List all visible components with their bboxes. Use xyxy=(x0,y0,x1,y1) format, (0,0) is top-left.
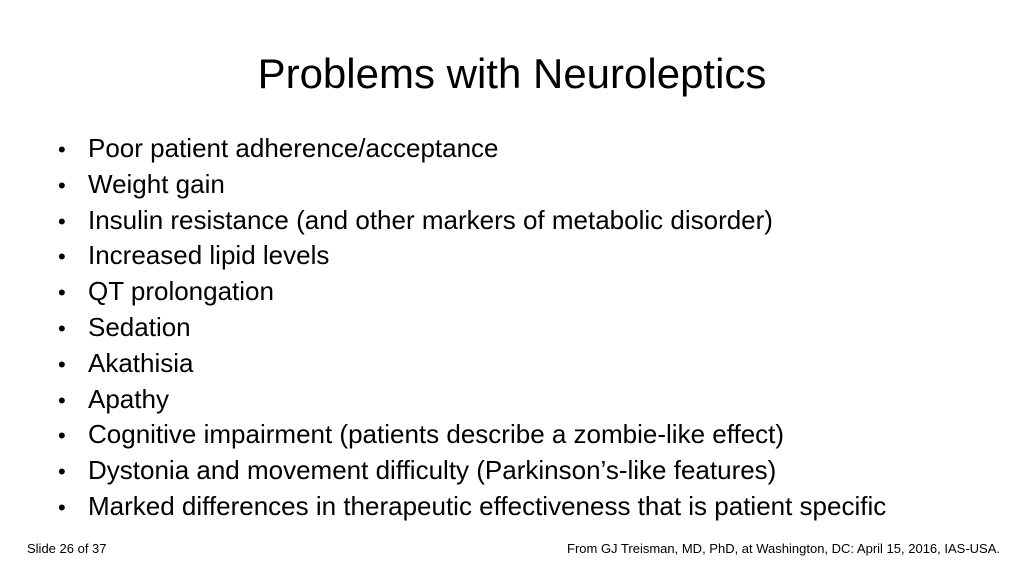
bullet-item xyxy=(58,203,998,239)
bullet-text: Akathisia xyxy=(88,347,194,378)
bullet-icon: • xyxy=(58,387,66,413)
bullet-text: Dystonia and movement difficulty (Parkinson’s-like features) xyxy=(88,455,777,486)
bullet-icon: • xyxy=(58,172,66,198)
bullet-item xyxy=(58,167,998,203)
bullet-item xyxy=(58,346,998,382)
bullet-icon: • xyxy=(58,315,66,341)
bullet-item xyxy=(58,382,998,418)
bullet-item xyxy=(58,310,998,346)
bullet-icon: • xyxy=(58,351,66,377)
slide-title: Problems with Neuroleptics xyxy=(257,50,767,97)
bullet-icon: • xyxy=(58,208,66,234)
bullet-text: Apathy xyxy=(88,383,169,414)
bullet-icon: • xyxy=(58,280,66,306)
bullet-item xyxy=(58,417,998,453)
source-citation: From GJ Treisman, MD, PhD, at Washington, DC: April 15, 2016, IAS-USA. xyxy=(567,541,1000,556)
bullet-icon: • xyxy=(58,244,66,270)
bullet-item xyxy=(58,489,998,525)
bullet-icon: • xyxy=(58,459,66,485)
bullet-text: Increased lipid levels xyxy=(88,240,330,271)
bullet-item xyxy=(58,238,998,274)
slide-number: Slide 26 of 37 xyxy=(27,541,107,556)
bullet-item xyxy=(58,453,998,489)
bullet-icon: • xyxy=(58,137,66,162)
bullet-text: Insulin resistance (and other markers of metabolic disorder) xyxy=(88,204,773,235)
bullet-item xyxy=(58,131,998,167)
bullet-item xyxy=(58,274,998,310)
bullet-text: Marked differences in therapeutic effectiveness that is patient specific xyxy=(88,490,887,521)
bullet-text: Cognitive impairment (patients describe a zombie-like effect) xyxy=(88,419,785,450)
bullet-text: Weight gain xyxy=(88,168,225,199)
bullet-text: Poor patient adherence/acceptance xyxy=(88,133,499,163)
bullet-icon: • xyxy=(58,494,66,520)
bullet-icon: • xyxy=(58,423,66,449)
bullet-list xyxy=(58,131,998,525)
bullet-text: QT prolongation xyxy=(88,276,274,307)
bullet-text: Sedation xyxy=(88,311,191,342)
